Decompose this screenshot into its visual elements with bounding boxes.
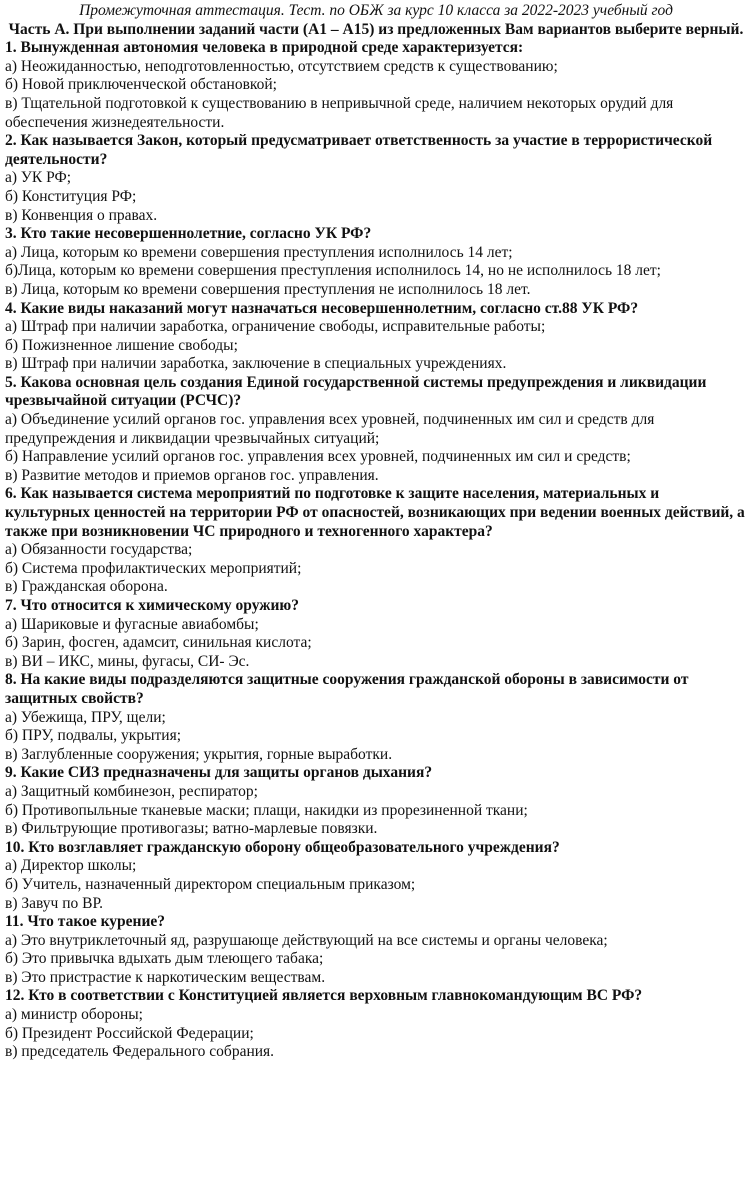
question-block xyxy=(5,987,747,1061)
answer-option: в) ВИ – ИКС, мины, фугасы, СИ- Эс. xyxy=(5,652,250,670)
question-block xyxy=(5,39,747,132)
question-block xyxy=(5,374,747,486)
question-text: 5. Какова основная цель создания Единой государственной системы предупреждения и ликвидации чрезвычайной ситуации (РСЧС)? xyxy=(5,373,707,410)
question-block xyxy=(5,300,747,374)
question-block xyxy=(5,597,747,671)
answer-option: б) Система профилактических мероприятий; xyxy=(5,559,302,577)
answer-option: в) Конвенция о правах. xyxy=(5,206,158,224)
question-text: 11. Что такое курение? xyxy=(5,913,166,931)
answer-option: б) Зарин, фосген, адамсит, синильная кислота; xyxy=(5,634,312,652)
answer-option: а) УК РФ; xyxy=(5,169,72,187)
answer-option: б) Пожизненное лишение свободы; xyxy=(5,336,238,354)
question-text: 9. Какие СИЗ предназначены для защиты органов дыхания? xyxy=(5,764,433,782)
answer-option: б) Это привычка вдыхать дым тлеющего табака; xyxy=(5,950,324,968)
answer-option: а) Это внутриклеточный яд, разрушающе действующий на все системы и органы человека; xyxy=(5,931,608,949)
question-block xyxy=(5,764,747,838)
answer-option: а) Защитный комбинезон, респиратор; xyxy=(5,782,258,800)
question-block xyxy=(5,485,747,597)
answer-option: б) Учитель, назначенный директором специальным приказом; xyxy=(5,875,416,893)
answer-option: а) Шариковые и фугасные авиабомбы; xyxy=(5,615,259,633)
answer-option: а) Неожиданностью, неподготовленностью, отсутствием средств к существованию; xyxy=(5,57,558,75)
answer-option: в) Развитие методов и приемов органов гос. управления. xyxy=(5,466,379,484)
answer-option: в) Фильтрующие противогазы; ватно-марлевые повязки. xyxy=(5,820,378,838)
question-text: 4. Какие виды наказаний могут назначаться несовершеннолетним, согласно ст.88 УК РФ? xyxy=(5,299,639,317)
answer-option: а) Обязанности государства; xyxy=(5,541,193,559)
answer-option: а) Убежища, ПРУ, щели; xyxy=(5,708,166,726)
answer-option: б) Новой приключенческой обстановкой; xyxy=(5,76,277,94)
question-list xyxy=(5,39,747,1062)
answer-option: б) Противопыльные тканевые маски; плащи, накидки из прорезиненной ткани; xyxy=(5,801,528,819)
answer-option: а) Директор школы; xyxy=(5,857,137,875)
answer-option: а) Штраф при наличии заработка, ограничение свободы, исправительные работы; xyxy=(5,318,546,336)
answer-option: б) ПРУ, подвалы, укрытия; xyxy=(5,727,182,745)
question-block xyxy=(5,839,747,913)
answer-option: в) Лица, которым ко времени совершения преступления не исполнилось 18 лет. xyxy=(5,280,531,298)
answer-option: в) Тщательной подготовкой к существованию в непривычной среде, наличием некоторых орудий для обеспечения жизнедеятельности. xyxy=(5,94,674,131)
question-text: 6. Как называется система мероприятий по подготовке к защите населения, материальных и культурных ценностей на территории РФ от опасностей, возникающих при ведении военных действий, а также при возникновении ЧС природного и техногенного характера? xyxy=(5,485,745,540)
question-text: 2. Как называется Закон, который предусматривает ответственность за участие в террористической деятельности? xyxy=(5,132,713,168)
question-block xyxy=(5,671,747,764)
answer-option: б)Лица, которым ко времени совершения преступления исполнилось 14, но не исполнилось 18 лет; xyxy=(5,262,661,280)
answer-option: б) Президент Российской Федерации; xyxy=(5,1024,254,1042)
question-text: 7. Что относится к химическому оружию? xyxy=(5,597,300,614)
answer-option: в) Завуч по ВР. xyxy=(5,894,104,912)
answer-option: в) Штраф при наличии заработка, заключение в специальных учреждениях. xyxy=(5,355,507,373)
question-text: 8. На какие виды подразделяются защитные сооружения гражданской обороны в зависимости от защитных свойств? xyxy=(5,671,689,707)
answer-option: в) Это пристрастие к наркотическим веществам. xyxy=(5,968,326,986)
question-block xyxy=(5,132,747,225)
question-block xyxy=(5,225,747,299)
answer-option: б) Направление усилий органов гос. управления всех уровней, подчиненных им сил и средств; xyxy=(5,448,631,466)
answer-option: в) председатель Федерального собрания. xyxy=(5,1043,275,1061)
answer-option: а) Объединение усилий органов гос. управления всех уровней, подчиненных им сил и средств для предупреждения и ликвидации чрезвычайных ситуаций; xyxy=(5,411,655,447)
answer-option: а) министр обороны; xyxy=(5,1006,143,1024)
answer-option: в) Заглубленные сооружения; укрытия, горные выработки. xyxy=(5,745,393,763)
part-instruction: Часть А. При выполнении заданий части (А1 – А15) из предложенных Вам вариантов выберите верный. xyxy=(8,20,744,38)
question-text: 1. Вынужденная автономия человека в природной среде характеризуется: xyxy=(5,39,524,57)
document-title: Промежуточная аттестация. Тест. по ОБЖ за курс 10 класса за 2022-2023 учебный год xyxy=(79,2,673,19)
answer-option: в) Гражданская оборона. xyxy=(5,578,168,596)
question-text: 3. Кто такие несовершеннолетние, согласно УК РФ? xyxy=(5,225,372,243)
question-text: 12. Кто в соответствии с Конституцией является верховным главнокомандующим ВС РФ? xyxy=(5,987,643,1005)
answer-option: б) Конституция РФ; xyxy=(5,187,137,205)
question-text: 10. Кто возглавляет гражданскую оборону общеобразовательного учреждения? xyxy=(5,838,560,856)
question-block xyxy=(5,913,747,987)
answer-option: а) Лица, которым ко времени совершения преступления исполнилось 14 лет; xyxy=(5,243,513,261)
